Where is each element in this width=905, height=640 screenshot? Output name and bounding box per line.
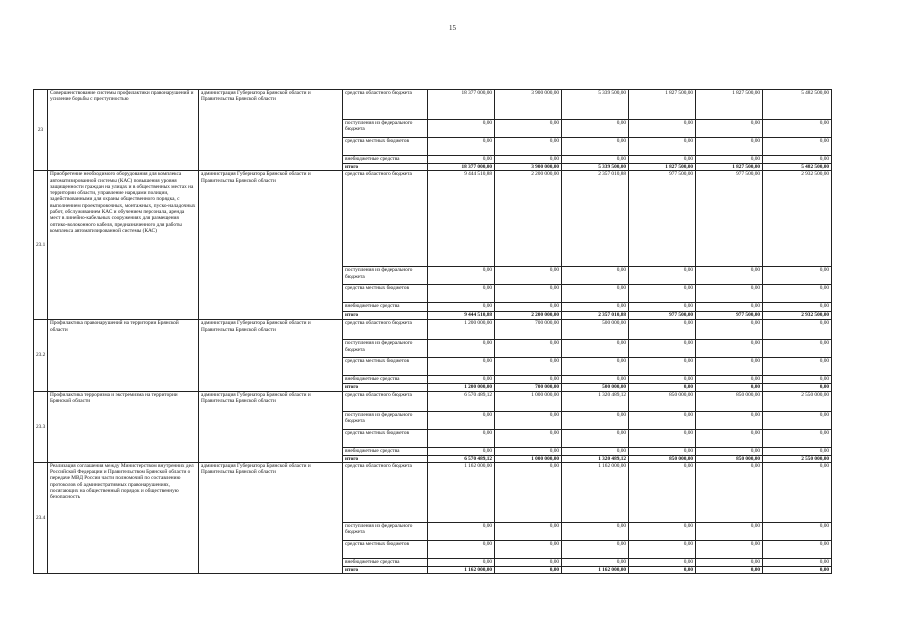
amount-cell: 1 827 500,00 bbox=[696, 164, 763, 171]
amount-cell: 0,00 bbox=[428, 522, 495, 540]
amount-cell: 9 444 510,88 bbox=[428, 171, 495, 267]
amount-cell: 2 932 500,00 bbox=[763, 171, 832, 267]
amount-cell: 0,00 bbox=[562, 303, 629, 312]
amount-cell: 0,00 bbox=[763, 303, 832, 312]
amount-cell: 0,00 bbox=[428, 358, 495, 376]
funding-source: внебюджетные средства bbox=[343, 376, 428, 384]
funding-source: средства местных бюджетов bbox=[343, 138, 428, 156]
amount-cell: 0,00 bbox=[495, 411, 562, 429]
amount-cell: 0,00 bbox=[562, 540, 629, 558]
amount-cell: 0,00 bbox=[696, 447, 763, 455]
amount-cell: 2 200 000,00 bbox=[495, 312, 562, 320]
funding-source: итого bbox=[343, 312, 428, 320]
amount-cell: 18 377 000,00 bbox=[428, 90, 495, 120]
table-row bbox=[34, 391, 832, 411]
amount-cell: 0,00 bbox=[629, 384, 696, 391]
amount-cell: 1 827 500,00 bbox=[696, 90, 763, 120]
amount-cell: 0,00 bbox=[763, 358, 832, 376]
amount-cell: 700 000,00 bbox=[495, 320, 562, 340]
amount-cell: 0,00 bbox=[428, 285, 495, 303]
amount-cell: 0,00 bbox=[696, 120, 763, 138]
amount-cell: 0,00 bbox=[495, 522, 562, 540]
amount-cell: 0,00 bbox=[562, 376, 629, 384]
amount-cell: 0,00 bbox=[629, 376, 696, 384]
funding-source: средства областного бюджета bbox=[343, 462, 428, 522]
amount-cell: 0,00 bbox=[428, 376, 495, 384]
amount-cell: 0,00 bbox=[629, 267, 696, 285]
amount-cell: 0,00 bbox=[495, 285, 562, 303]
amount-cell: 0,00 bbox=[428, 558, 495, 566]
funding-source: средства областного бюджета bbox=[343, 90, 428, 120]
amount-cell: 0,00 bbox=[696, 358, 763, 376]
amount-cell: 0,00 bbox=[629, 411, 696, 429]
funding-source: внебюджетные средства bbox=[343, 558, 428, 566]
amount-cell: 0,00 bbox=[696, 138, 763, 156]
amount-cell: 0,00 bbox=[562, 447, 629, 455]
amount-cell: 1 162 000,00 bbox=[428, 566, 495, 573]
amount-cell: 500 000,00 bbox=[562, 320, 629, 340]
amount-cell: 5 339 500,00 bbox=[562, 164, 629, 171]
amount-cell: 0,00 bbox=[495, 138, 562, 156]
executor: администрация Губернатора Брянской области и Правительства Брянской области bbox=[199, 391, 343, 462]
measure-name: Профилактика терроризма и экстремизма на территории Брянской области bbox=[48, 391, 199, 462]
amount-cell: 0,00 bbox=[495, 540, 562, 558]
amount-cell: 0,00 bbox=[763, 429, 832, 447]
amount-cell: 0,00 bbox=[629, 156, 696, 164]
amount-cell: 0,00 bbox=[763, 522, 832, 540]
amount-cell: 6 570 489,12 bbox=[428, 455, 495, 462]
amount-cell: 0,00 bbox=[428, 447, 495, 455]
funding-source: средства местных бюджетов bbox=[343, 285, 428, 303]
amount-cell: 6 570 489,12 bbox=[428, 391, 495, 411]
amount-cell: 0,00 bbox=[763, 285, 832, 303]
table-row bbox=[34, 171, 832, 267]
amount-cell: 0,00 bbox=[629, 358, 696, 376]
funding-source: итого bbox=[343, 164, 428, 171]
amount-cell: 2 357 010,88 bbox=[562, 312, 629, 320]
amount-cell: 0,00 bbox=[562, 285, 629, 303]
amount-cell: 0,00 bbox=[629, 558, 696, 566]
amount-cell: 0,00 bbox=[696, 540, 763, 558]
amount-cell: 0,00 bbox=[763, 267, 832, 285]
amount-cell: 0,00 bbox=[763, 320, 832, 340]
amount-cell: 0,00 bbox=[696, 522, 763, 540]
amount-cell: 0,00 bbox=[495, 120, 562, 138]
measure-name: Приобретение необходимого оборудования для комплекса автоматизированной системы (КАС) повышения уровня защищенности граждан на улицах и в общественных местах на территории области, управление нарядами полиции, задействованными для охраны общественного порядка, с выполнением проектировочных, монтажных, пуско-наладочных работ, обслуживанием КАС и обучением персонала, аренда мест в линейно-кабельных сооружениях для размещения оптико-волоконного кабеля, предназначенного для работы комплекса автоматизированной системы (КАС) bbox=[48, 171, 199, 320]
amount-cell: 0,00 bbox=[763, 540, 832, 558]
amount-cell: 0,00 bbox=[696, 558, 763, 566]
amount-cell: 0,00 bbox=[696, 429, 763, 447]
executor: администрация Губернатора Брянской области и Правительства Брянской области bbox=[199, 90, 343, 171]
amount-cell: 0,00 bbox=[696, 303, 763, 312]
amount-cell: 0,00 bbox=[428, 138, 495, 156]
amount-cell: 977 500,00 bbox=[696, 312, 763, 320]
funding-source: средства местных бюджетов bbox=[343, 540, 428, 558]
amount-cell: 0,00 bbox=[562, 411, 629, 429]
amount-cell: 0,00 bbox=[763, 558, 832, 566]
amount-cell: 0,00 bbox=[696, 285, 763, 303]
amount-cell: 0,00 bbox=[495, 558, 562, 566]
funding-source: итого bbox=[343, 455, 428, 462]
amount-cell: 3 900 000,00 bbox=[495, 90, 562, 120]
funding-source: средства областного бюджета bbox=[343, 391, 428, 411]
funding-source: средства местных бюджетов bbox=[343, 358, 428, 376]
amount-cell: 0,00 bbox=[562, 340, 629, 358]
amount-cell: 0,00 bbox=[696, 566, 763, 573]
amount-cell: 1 320 489,12 bbox=[562, 455, 629, 462]
amount-cell: 0,00 bbox=[629, 462, 696, 522]
amount-cell: 0,00 bbox=[428, 156, 495, 164]
amount-cell: 2 357 010,88 bbox=[562, 171, 629, 267]
executor: администрация Губернатора Брянской области и Правительства Брянской области bbox=[199, 462, 343, 573]
amount-cell: 0,00 bbox=[562, 358, 629, 376]
amount-cell: 1 827 500,00 bbox=[629, 164, 696, 171]
amount-cell: 0,00 bbox=[495, 376, 562, 384]
amount-cell: 977 500,00 bbox=[629, 171, 696, 267]
amount-cell: 3 900 000,00 bbox=[495, 164, 562, 171]
amount-cell: 5 339 500,00 bbox=[562, 90, 629, 120]
amount-cell: 0,00 bbox=[562, 558, 629, 566]
amount-cell: 2 200 000,00 bbox=[495, 171, 562, 267]
amount-cell: 0,00 bbox=[428, 540, 495, 558]
amount-cell: 0,00 bbox=[629, 522, 696, 540]
measure-name: Профилактика правонарушений на территории Брянской области bbox=[48, 320, 199, 391]
amount-cell: 0,00 bbox=[763, 447, 832, 455]
amount-cell: 977 500,00 bbox=[696, 171, 763, 267]
amount-cell: 0,00 bbox=[763, 384, 832, 391]
amount-cell: 2 932 500,00 bbox=[763, 312, 832, 320]
row-index: 23.1 bbox=[34, 171, 48, 320]
funding-source: поступления из федерального бюджета bbox=[343, 267, 428, 285]
amount-cell: 1 000 000,00 bbox=[495, 391, 562, 411]
amount-cell: 2 550 000,00 bbox=[763, 391, 832, 411]
measure-name: Совершенствование системы профилактики правонарушений и усиление борьбы с преступностью bbox=[48, 90, 199, 171]
amount-cell: 700 000,00 bbox=[495, 384, 562, 391]
amount-cell: 0,00 bbox=[495, 447, 562, 455]
amount-cell: 0,00 bbox=[629, 120, 696, 138]
amount-cell: 0,00 bbox=[763, 376, 832, 384]
amount-cell: 500 000,00 bbox=[562, 384, 629, 391]
amount-cell: 0,00 bbox=[629, 138, 696, 156]
funding-source: поступления из федерального бюджета bbox=[343, 340, 428, 358]
amount-cell: 0,00 bbox=[763, 120, 832, 138]
amount-cell: 0,00 bbox=[696, 376, 763, 384]
amount-cell: 0,00 bbox=[763, 462, 832, 522]
funding-source: итого bbox=[343, 566, 428, 573]
amount-cell: 0,00 bbox=[428, 120, 495, 138]
amount-cell: 0,00 bbox=[763, 340, 832, 358]
amount-cell: 0,00 bbox=[495, 303, 562, 312]
page-number: 15 bbox=[449, 24, 456, 32]
amount-cell: 0,00 bbox=[629, 540, 696, 558]
amount-cell: 0,00 bbox=[763, 411, 832, 429]
amount-cell: 18 377 000,00 bbox=[428, 164, 495, 171]
amount-cell: 0,00 bbox=[428, 340, 495, 358]
amount-cell: 0,00 bbox=[562, 156, 629, 164]
measure-name: Реализация соглашения между Министерством внутренних дел Российской Федерации и Правительством Брянской области о передаче МВД России части полномочий по составлению протоколов об административных правонарушениях, посягающих на общественный порядок и общественную безопасность bbox=[48, 462, 199, 573]
executor: администрация Губернатора Брянской области и Правительства Брянской области bbox=[199, 320, 343, 391]
row-index: 23 bbox=[34, 90, 48, 171]
amount-cell: 0,00 bbox=[629, 447, 696, 455]
funding-source: внебюджетные средства bbox=[343, 303, 428, 312]
amount-cell: 0,00 bbox=[428, 303, 495, 312]
row-index: 23.3 bbox=[34, 391, 48, 462]
funding-source: внебюджетные средства bbox=[343, 156, 428, 164]
amount-cell: 0,00 bbox=[428, 267, 495, 285]
amount-cell: 0,00 bbox=[696, 340, 763, 358]
funding-source: поступления из федерального бюджета bbox=[343, 411, 428, 429]
amount-cell: 0,00 bbox=[696, 267, 763, 285]
amount-cell: 1 320 489,12 bbox=[562, 391, 629, 411]
amount-cell: 1 000 000,00 bbox=[495, 455, 562, 462]
amount-cell: 0,00 bbox=[629, 429, 696, 447]
amount-cell: 2 550 000,00 bbox=[763, 455, 832, 462]
amount-cell: 0,00 bbox=[562, 522, 629, 540]
amount-cell: 0,00 bbox=[763, 138, 832, 156]
budget-table bbox=[33, 89, 832, 574]
amount-cell: 0,00 bbox=[495, 566, 562, 573]
amount-cell: 0,00 bbox=[763, 566, 832, 573]
row-index: 23.2 bbox=[34, 320, 48, 391]
amount-cell: 0,00 bbox=[696, 156, 763, 164]
amount-cell: 0,00 bbox=[562, 138, 629, 156]
amount-cell: 0,00 bbox=[428, 411, 495, 429]
amount-cell: 850 000,00 bbox=[629, 455, 696, 462]
amount-cell: 0,00 bbox=[495, 429, 562, 447]
amount-cell: 0,00 bbox=[495, 267, 562, 285]
amount-cell: 0,00 bbox=[629, 303, 696, 312]
amount-cell: 850 000,00 bbox=[629, 391, 696, 411]
table-row bbox=[34, 90, 832, 120]
amount-cell: 0,00 bbox=[696, 384, 763, 391]
amount-cell: 850 000,00 bbox=[696, 455, 763, 462]
amount-cell: 0,00 bbox=[629, 285, 696, 303]
funding-source: средства областного бюджета bbox=[343, 320, 428, 340]
amount-cell: 9 444 510,88 bbox=[428, 312, 495, 320]
amount-cell: 0,00 bbox=[495, 340, 562, 358]
amount-cell: 0,00 bbox=[562, 267, 629, 285]
amount-cell: 1 162 000,00 bbox=[428, 462, 495, 522]
amount-cell: 1 200 000,00 bbox=[428, 384, 495, 391]
amount-cell: 0,00 bbox=[629, 566, 696, 573]
amount-cell: 0,00 bbox=[495, 358, 562, 376]
funding-source: внебюджетные средства bbox=[343, 447, 428, 455]
table-row bbox=[34, 320, 832, 340]
funding-source: поступления из федерального бюджета bbox=[343, 522, 428, 540]
funding-source: средства областного бюджета bbox=[343, 171, 428, 267]
funding-source: поступления из федерального бюджета bbox=[343, 120, 428, 138]
amount-cell: 0,00 bbox=[629, 320, 696, 340]
amount-cell: 0,00 bbox=[495, 156, 562, 164]
amount-cell: 1 162 000,00 bbox=[562, 462, 629, 522]
amount-cell: 977 500,00 bbox=[629, 312, 696, 320]
amount-cell: 5 482 500,00 bbox=[763, 90, 832, 120]
amount-cell: 0,00 bbox=[562, 120, 629, 138]
amount-cell: 1 162 000,00 bbox=[562, 566, 629, 573]
row-index: 23.4 bbox=[34, 462, 48, 573]
amount-cell: 0,00 bbox=[629, 340, 696, 358]
funding-source: итого bbox=[343, 384, 428, 391]
amount-cell: 0,00 bbox=[428, 429, 495, 447]
funding-source: средства местных бюджетов bbox=[343, 429, 428, 447]
amount-cell: 0,00 bbox=[495, 462, 562, 522]
amount-cell: 1 827 500,00 bbox=[629, 90, 696, 120]
amount-cell: 0,00 bbox=[696, 462, 763, 522]
amount-cell: 0,00 bbox=[696, 411, 763, 429]
table-row bbox=[34, 462, 832, 522]
amount-cell: 0,00 bbox=[763, 156, 832, 164]
amount-cell: 1 200 000,00 bbox=[428, 320, 495, 340]
amount-cell: 850 000,00 bbox=[696, 391, 763, 411]
amount-cell: 0,00 bbox=[696, 320, 763, 340]
amount-cell: 5 482 500,00 bbox=[763, 164, 832, 171]
executor: администрация Губернатора Брянской области и Правительства Брянской области bbox=[199, 171, 343, 320]
amount-cell: 0,00 bbox=[562, 429, 629, 447]
